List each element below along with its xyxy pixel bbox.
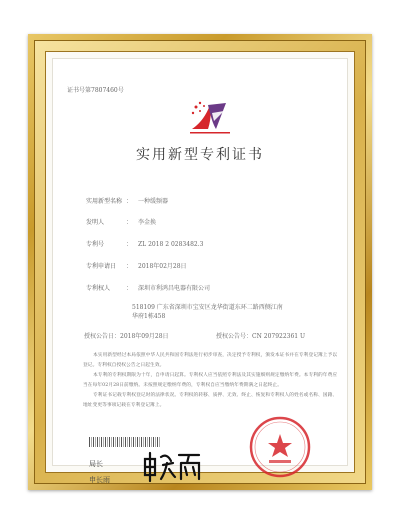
patent-office-logo-icon [190, 99, 230, 137]
director-signature-icon [141, 449, 203, 485]
certificate-title: 实用新型专利证书 [136, 147, 264, 163]
director-label: 局长 [89, 460, 103, 468]
field-label: 专利号 [86, 241, 105, 248]
body-paragraph-1: 本实用新型经过本局依照中华人民共和国专利法进行初步审查，决定授予专利权，颁发本证书并在专利登记簿上予以登记。专利权自授权公告之日起生效。 [83, 353, 338, 368]
body-paragraph-3: 专利证书记载专利权登记时的法律状况。专利权的转移、质押、无效、终止、恢复和专利权人的姓名或名称、国籍、地址变更等事项记载在专利登记簿上。 [83, 393, 338, 408]
frame-bevel [34, 40, 366, 484]
field-label: 专利申请日 [86, 263, 117, 270]
address-line-2: 华府1栋458 [132, 313, 166, 320]
field-value: ZL 2018 2 0283482.3 [138, 241, 204, 248]
certificate-paper [52, 58, 348, 484]
frame-mat [45, 51, 355, 484]
field-patentee: 专利权人 ： 深圳市利鸿昌电器有限公司 [86, 285, 211, 292]
authorization-date: 授权公告日：2018年09月28日 [84, 333, 169, 340]
field-patent-number: 专利号 ： ZL 2018 2 0283482.3 [86, 241, 204, 248]
field-label: 实用新型名称 [86, 198, 123, 205]
address-line-1: 518109 广东省深圳市宝安区龙华街道东环二路西侧江南 [132, 304, 283, 311]
certificate-number: 证书号第7807460号 [67, 87, 124, 94]
field-value: 李金换 [138, 219, 157, 226]
certificate-body [83, 351, 339, 411]
barcode [89, 437, 161, 447]
official-seal-icon [249, 416, 311, 478]
patentee-address [132, 303, 283, 321]
director-name: 申长雨 [89, 476, 110, 484]
field-value: 深圳市利鸿昌电器有限公司 [138, 285, 211, 292]
body-paragraph-2: 本专利的专利权期限为十年，自申请日起算。专利权人应当依照专利法及其实施细则规定缴纳年费。本专利的年费应当在每年02月28日前缴纳。未按照规定缴纳年费的，专利权自应当缴纳年费期满之日起终止。 [83, 373, 338, 388]
field-label: 发明人 [86, 219, 105, 226]
field-utility-model-name: 实用新型名称 ： 一种缓频器 [86, 198, 169, 205]
field-value: 一种缓频器 [138, 198, 169, 205]
field-application-date: 专利申请日 ： 2018年02月28日 [86, 263, 187, 270]
field-inventor: 发明人 ： 李金换 [86, 219, 157, 226]
authorization-number: 授权公告号：CN 207922361 U [216, 333, 306, 340]
picture-frame [28, 34, 372, 490]
field-value: 2018年02月28日 [138, 263, 187, 270]
field-label: 专利权人 [86, 285, 111, 292]
